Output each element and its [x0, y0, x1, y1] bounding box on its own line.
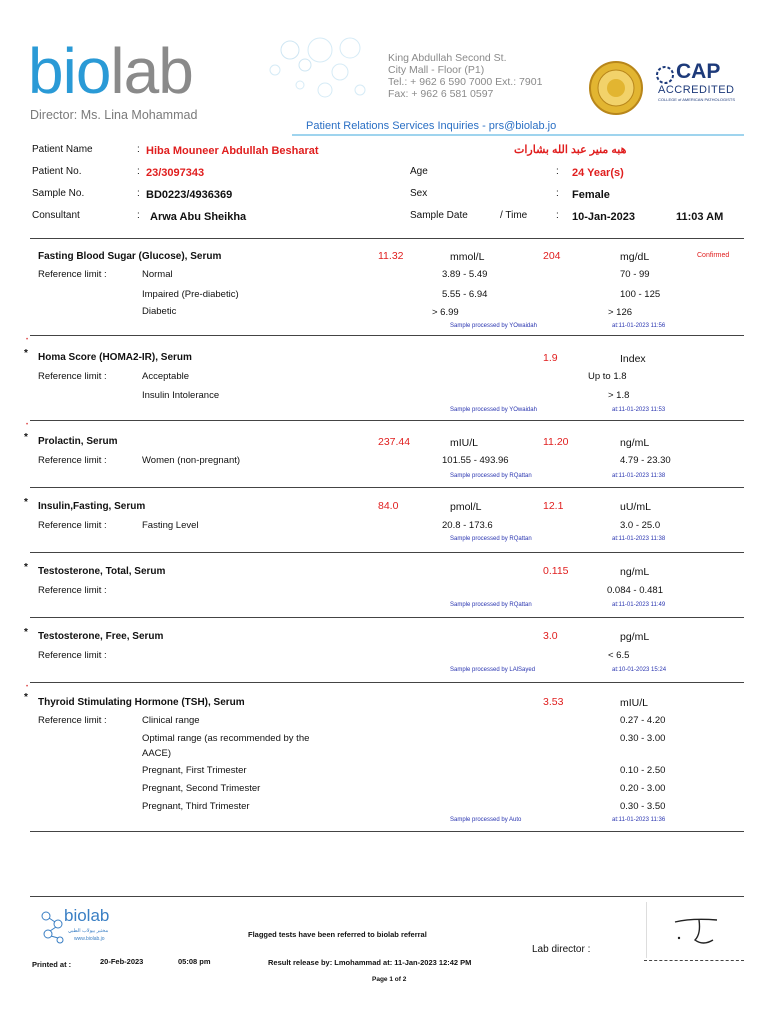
processed-by: Sample processed by LAlSayed	[450, 667, 536, 673]
ref-row-label: Normal	[142, 269, 173, 280]
test-title: Thyroid Stimulating Hormone (TSH), Serum	[38, 697, 245, 708]
age-value: 24 Year(s)	[572, 167, 624, 179]
ref-row-conv: Up to 1.8	[588, 371, 627, 382]
footer-logo-text: biolab	[64, 906, 110, 925]
fax-line: Fax: + 962 6 581 0597	[388, 88, 494, 100]
test-title: Insulin,Fasting, Serum	[38, 501, 146, 512]
accreditation-seal-icon	[588, 60, 644, 116]
processed-at: at:11-01-2023 11:56	[612, 323, 666, 329]
marker-dot: •	[26, 684, 29, 690]
ref-row-si: 101.55 - 493.96	[442, 455, 509, 466]
ref-row-conv: 0.084 - 0.481	[607, 585, 663, 596]
ref-row-si: > 6.99	[432, 307, 459, 318]
result-unit: uU/mL	[620, 501, 651, 513]
consultant-name: Arwa Abu Sheikha	[150, 211, 247, 223]
confirmed-flag: Confirmed	[697, 252, 730, 259]
logo-bio: bio	[28, 35, 111, 107]
marker-dot: •	[26, 337, 29, 343]
flag-star: *	[24, 562, 28, 573]
test-title: Homa Score (HOMA2-IR), Serum	[38, 352, 192, 363]
flag-star: *	[24, 348, 28, 359]
si-value: 237.44	[378, 436, 411, 448]
referral-note: Flagged tests have been referred to biolab referral	[248, 930, 427, 939]
colon-1: :	[137, 144, 140, 155]
biolab-logo	[28, 36, 193, 106]
result-value: 204	[543, 250, 561, 262]
divider	[30, 487, 744, 488]
sex-value: Female	[572, 189, 610, 201]
footer-logo-url: www.biolab.jo	[74, 936, 105, 942]
result-value: 3.0	[543, 630, 558, 642]
processed-by: Sample processed by YOwaidah	[450, 407, 537, 413]
divider-top	[30, 238, 744, 239]
signature-dotted-line	[644, 960, 744, 961]
signature-icon	[647, 902, 745, 958]
divider	[30, 831, 744, 832]
ref-row-conv: 0.30 - 3.00	[620, 733, 666, 744]
colon-7: :	[556, 210, 559, 221]
si-value: 84.0	[378, 500, 399, 512]
tel-line: Tel.: + 962 6 590 7000 Ext.: 7901	[388, 76, 543, 88]
time-label: / Time	[500, 210, 528, 221]
ref-row-conv: 100 - 125	[620, 289, 661, 300]
cap-emblem-icon	[656, 66, 674, 84]
address-line-2: City Mall - Floor (P1)	[388, 64, 485, 76]
ref-row-label: Clinical range	[142, 715, 200, 726]
sample-time: 11:03 AM	[676, 211, 724, 223]
logo-lab: lab	[110, 35, 193, 107]
ref-row-conv: > 126	[608, 307, 633, 318]
reference-label: Reference limit :	[38, 520, 107, 531]
result-unit: ng/mL	[620, 437, 650, 449]
ref-row-conv: 0.30 - 3.50	[620, 801, 666, 812]
lab-director-label: Lab director :	[532, 944, 591, 955]
reference-label: Reference limit :	[38, 650, 107, 661]
test-title: Testosterone, Free, Serum	[38, 631, 164, 642]
sample-no: BD0223/4936369	[146, 189, 233, 201]
sample-no-label: Sample No.	[32, 188, 85, 199]
ref-row-conv: 4.79 - 23.30	[620, 455, 671, 466]
signature-box	[646, 902, 745, 958]
reference-label: Reference limit :	[38, 371, 107, 382]
ref-row-label: Acceptable	[142, 371, 190, 382]
colon-2: :	[137, 166, 140, 177]
test-title: Prolactin, Serum	[38, 436, 118, 447]
test-title: Fasting Blood Sugar (Glucose), Serum	[38, 251, 222, 262]
divider	[30, 552, 744, 553]
printed-time: 05:08 pm	[178, 957, 211, 966]
processed-at: at:11-01-2023 11:38	[612, 536, 666, 542]
marker-dot: •	[26, 422, 29, 428]
sex-label: Sex	[410, 188, 428, 199]
colon-4: :	[137, 210, 140, 221]
cap-title: CAP	[676, 60, 721, 83]
result-unit: mIU/L	[620, 697, 649, 709]
result-unit: mg/dL	[620, 251, 650, 263]
ref-row-conv: 0.10 - 2.50	[620, 765, 666, 776]
sample-date: 10-Jan-2023	[572, 211, 635, 223]
patient-no: 23/3097343	[146, 167, 205, 179]
patient-arabic-name: هبه منير عبد الله بشارات	[514, 144, 627, 156]
bubbles-decoration	[200, 20, 380, 120]
ref-row-conv: > 1.8	[608, 390, 630, 401]
processed-at: at:11-01-2023 11:36	[612, 817, 666, 823]
sample-date-label: Sample Date	[410, 210, 468, 221]
consultant-label: Consultant	[32, 210, 80, 221]
result-release: Result release by: Lmohammad at: 11-Jan-2023 12:42 PM	[268, 958, 472, 967]
ref-row-label: Impaired (Pre-diabetic)	[142, 289, 239, 300]
printed-date: 20-Feb-2023	[100, 957, 144, 966]
ref-row-conv: 3.0 - 25.0	[620, 520, 661, 531]
processed-at: at:11-01-2023 11:49	[612, 602, 666, 608]
patient-name-label: Patient Name	[32, 144, 93, 155]
colon-3: :	[137, 188, 140, 199]
result-unit: pg/mL	[620, 631, 650, 643]
si-unit: pmol/L	[450, 501, 482, 513]
ref-row-conv: 70 - 99	[620, 269, 650, 280]
ref-row-conv: 0.27 - 4.20	[620, 715, 666, 726]
patient-name: Hiba Mouneer Abdullah Besharat	[146, 145, 319, 157]
ref-row-label: Pregnant, Second Trimester	[142, 783, 261, 794]
processed-at: at:11-01-2023 11:53	[612, 407, 666, 413]
cap-college: COLLEGE of AMERICAN PATHOLOGISTS	[658, 97, 735, 102]
processed-by: Sample processed by RQattan	[450, 602, 532, 608]
divider	[30, 682, 744, 683]
divider	[30, 420, 744, 421]
result-value: 0.115	[543, 565, 569, 577]
flag-star: *	[24, 692, 28, 703]
processed-by: Sample processed by RQattan	[450, 473, 532, 479]
reference-label: Reference limit :	[38, 715, 107, 726]
ref-row-si: 5.55 - 6.94	[442, 289, 488, 300]
result-unit: ng/mL	[620, 566, 650, 578]
footer-logo-arabic: مختبر بيولاب الطبي	[68, 928, 109, 934]
ref-row-label: Pregnant, First Trimester	[142, 765, 247, 776]
ref-row-conv: 0.20 - 3.00	[620, 783, 666, 794]
result-value: 11.20	[543, 436, 569, 448]
divider	[30, 335, 744, 336]
processed-at: at:11-01-2023 11:38	[612, 473, 666, 479]
address-block	[388, 52, 542, 100]
patient-no-label: Patient No.	[32, 166, 82, 177]
si-value: 11.32	[378, 250, 404, 262]
age-label: Age	[410, 166, 428, 177]
si-unit: mmol/L	[450, 251, 485, 263]
ref-row-si: 3.89 - 5.49	[442, 269, 488, 280]
result-unit: Index	[620, 353, 646, 365]
flag-star: *	[24, 627, 28, 638]
ref-row-label: Pregnant, Third Trimester	[142, 801, 250, 812]
si-unit: mIU/L	[450, 437, 479, 449]
inquiries-line: Patient Relations Services Inquiries - prs@biolab.jo	[306, 120, 557, 132]
flag-star: *	[24, 432, 28, 443]
processed-by: Sample processed by YOwaidah	[450, 323, 537, 329]
result-value: 12.1	[543, 500, 564, 512]
ref-row-label: Insulin Intolerance	[142, 390, 220, 401]
divider	[30, 617, 744, 618]
page-number: Page 1 of 2	[372, 976, 407, 983]
processed-by: Sample processed by RQattan	[450, 536, 532, 542]
result-value: 3.53	[543, 696, 564, 708]
footer-divider	[30, 896, 744, 897]
ref-row-label: Fasting Level	[142, 520, 199, 531]
cap-accredited: ACCREDITED	[658, 84, 735, 96]
flag-star: *	[24, 497, 28, 508]
header-divider	[292, 134, 744, 136]
reference-label: Reference limit :	[38, 455, 107, 466]
ref-row-si: 20.8 - 173.6	[442, 520, 493, 531]
letterhead	[0, 0, 768, 140]
colon-5: :	[556, 166, 559, 177]
result-value: 1.9	[543, 352, 558, 364]
colon-6: :	[556, 188, 559, 199]
ref-row-conv: < 6.5	[608, 650, 630, 661]
ref-row-label: Diabetic	[142, 306, 177, 317]
reference-label: Reference limit :	[38, 269, 107, 280]
reference-label: Reference limit :	[38, 585, 107, 596]
director-line: Director: Ms. Lina Mohammad	[30, 108, 198, 122]
test-title: Testosterone, Total, Serum	[38, 566, 166, 577]
processed-at: at:10-01-2023 15:24	[612, 667, 667, 673]
footer-logo	[38, 904, 118, 950]
ref-row-label: Optimal range (as recommended by the	[142, 733, 310, 744]
processed-by: Sample processed by Auto	[450, 817, 522, 823]
address-line-1: King Abdullah Second St.	[388, 52, 507, 64]
ref-row-label-cont: AACE)	[142, 748, 172, 759]
printed-label: Printed at :	[32, 960, 72, 969]
ref-row-label: Women (non-pregnant)	[142, 455, 241, 466]
